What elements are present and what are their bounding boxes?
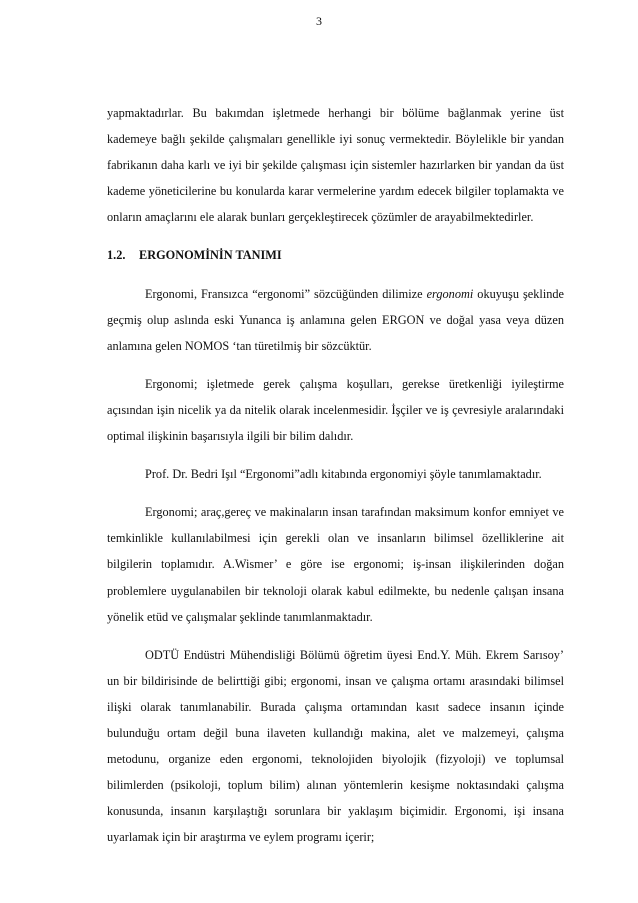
- paragraph-etymology-text-b: okuyuşu şeklinde geçmiş olup aslında eski Yunanca iş anlamına gelen ERGON ve doğal yasa veya düzen anlamına gelen NOMOS ‘tan türetilmiş bir sözcüktür.: [107, 286, 564, 353]
- paragraph-odtu-definition: ODTÜ Endüstri Mühendisliği Bölümü öğretim üyesi End.Y. Müh. Ekrem Sarısoy’ un bir bildirisinde de belirttiği gibi; ergonomi, insan ve çalışma ortamı arasındaki bilimsel ilişki olarak tanımlanabilir. Burada çalışma ortamından kasıt sadece insanın içinde bulunduğu ortam değil buna ilaveten kullandığı makina, alet ve malzemeyi, çalışma metodunu, organize eden ergonomi, teknolojiden biyolojik (fizyoloji) ve toplumsal bilimlerden (psikoloji, toplum bilim) alınan yöntemlerin kesişme noktasındaki çalışma konusunda, insanın karşılaştığı sorunlara bir yaklaşım biçimidir. Ergonomi, işi insana uyarlamak için bir araştırma ve eylem programı içerir;: [107, 647, 564, 845]
- paragraph-etymology: [107, 281, 564, 359]
- paragraph-quote-intro: Prof. Dr. Bedri Işıl “Ergonomi”adlı kitabında ergonomiyi şöyle tanımlamaktadır.: [145, 467, 542, 482]
- paragraph-definition: Ergonomi; işletmede gerek çalışma koşulları, gerekse üretkenliği iyileştirme açısından işin nicelik ya da nitelik olarak incelenmesidir. İşçiler ve iş çevresiyle aralarındaki optimal ilişkinin başarısıyla ilgili bir bilim dalıdır.: [107, 376, 564, 444]
- section-title: ERGONOMİNİN TANIMI: [139, 248, 282, 263]
- paragraph-etymology-text-a: Ergonomi, Fransızca “ergonomi” sözcüğünden dilimize: [145, 286, 427, 301]
- document-body: [107, 100, 564, 850]
- paragraph-continuation: yapmaktadırlar. Bu bakımdan işletmede herhangi bir bölüme bağlanmak yerine üst kademeye bağlı şekilde çalışmaları genellikle iyi sonuç vermektedir. Böylelikle bir yandan fabrikanın daha karlı ve iyi bir şekilde çalışması için sistemler hazırlarken bir yandan da üst kademe yöneticilerine bu konularda karar vermelerine yardım edecek bilgiler toplamakta ve onların amaçlarını ele alarak bunları gerçekleştirecek çözümler de arayabilmektedirler.: [107, 106, 564, 225]
- section-number: 1.2.: [107, 248, 126, 263]
- page-number: 3: [316, 14, 322, 28]
- paragraph-etymology-emphasis: ergonomi: [426, 286, 474, 301]
- section-heading: [107, 242, 564, 268]
- paragraph-isil-definition: Ergonomi; araç,gereç ve makinaların insan tarafından maksimum konfor emniyet ve temkinlikle kullanılabilmesi için gerekli olan ve insanların bilimsel özelliklerine ait bilgilerin toplamıdır. A.Wismer’ e göre ise ergonomi; iş-insan ilişkilerinden doğan problemlere uygulanabilen bir teknoloji olarak kabul edilmekte, bu nedenle çalışan insana yönelik etüd ve çalışmalar şeklinde tanımlanmaktadır.: [107, 505, 564, 624]
